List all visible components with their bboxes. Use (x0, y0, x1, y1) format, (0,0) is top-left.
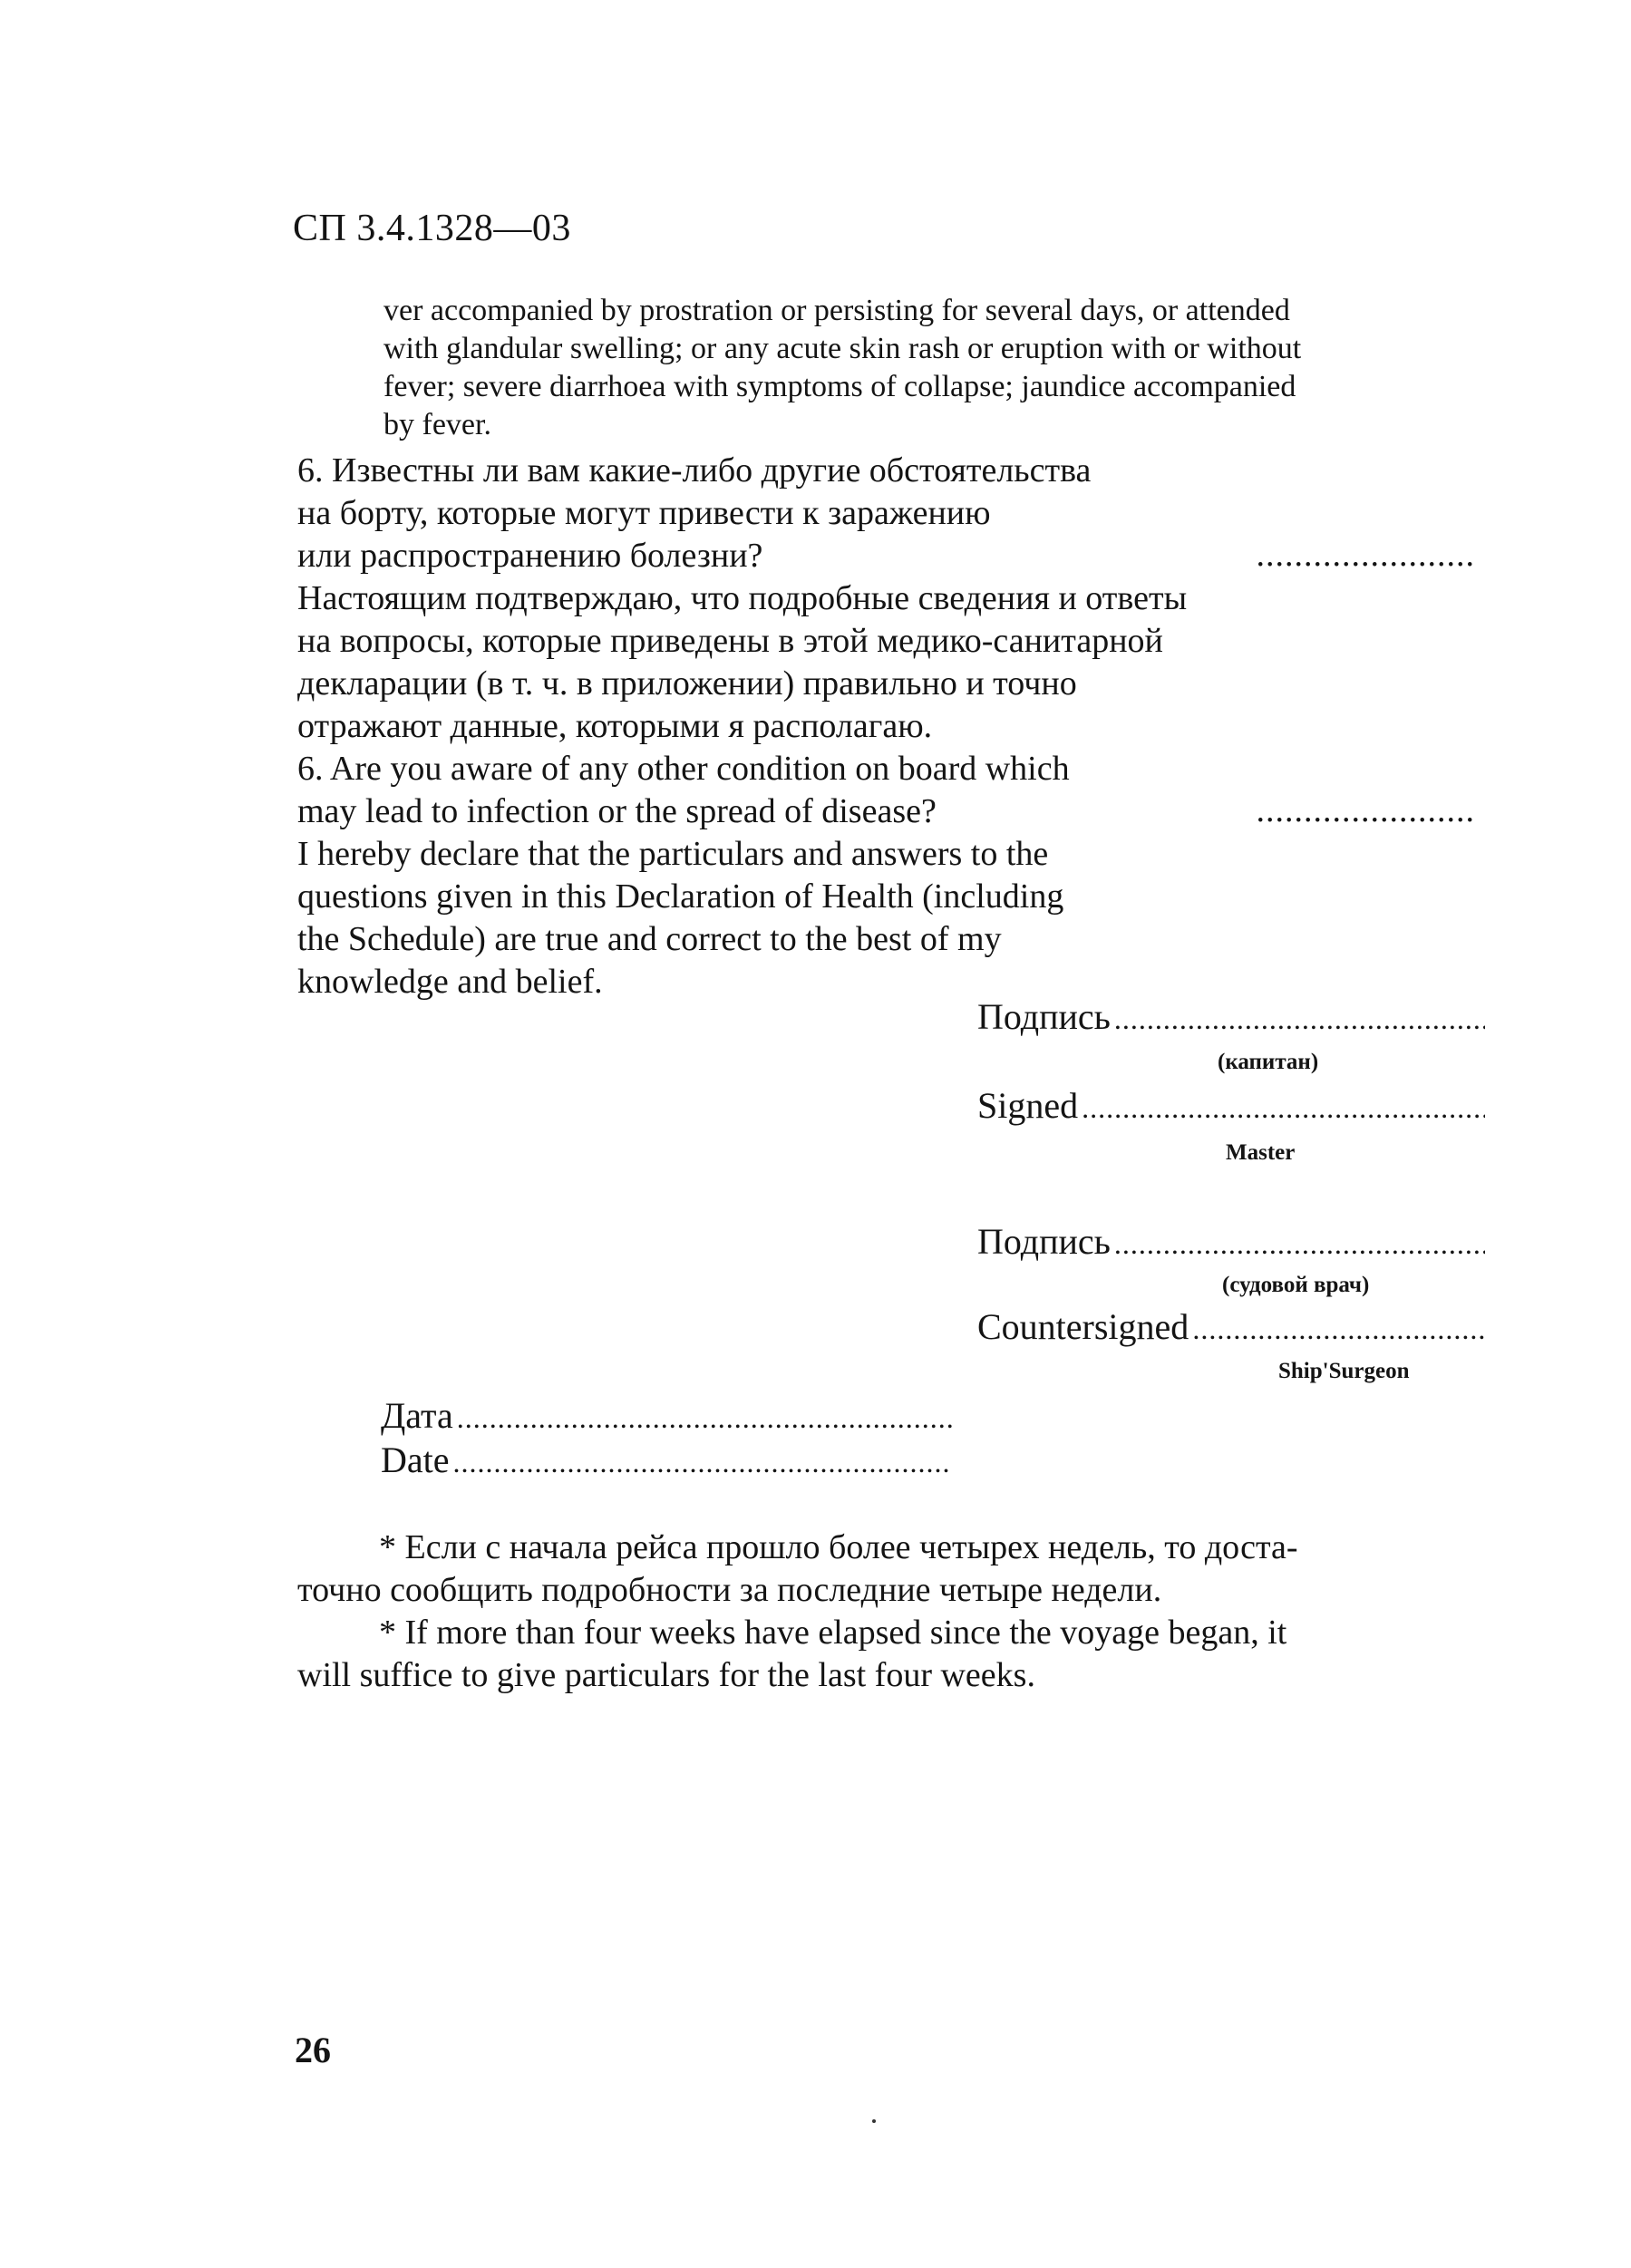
master-signature-en[interactable] (977, 1084, 1485, 1127)
text-line: декларации (в т. ч. в приложении) правильно и точно (297, 664, 1077, 703)
surgeon-signature-en[interactable] (977, 1305, 1485, 1348)
text-line: отражают данные, которыми я располагаю. (297, 707, 933, 745)
master-signature-ru[interactable] (977, 995, 1485, 1038)
question-6-en (297, 748, 1070, 833)
text-line: или распространению болезни? (297, 537, 763, 575)
surgeon-signature-ru[interactable] (977, 1220, 1485, 1263)
text-line: на борту, которые могут привести к заражению (297, 494, 991, 532)
signature-label: Countersigned (977, 1306, 1189, 1347)
text-line: 6. Are you aware of any other condition on board which (297, 750, 1070, 788)
date-blank[interactable] (453, 1446, 952, 1479)
declaration-en (297, 833, 1063, 1003)
master-caption-en: Master (1226, 1140, 1296, 1165)
text-line: * Если с начала рейса прошло более четырех недель, то доста- (379, 1528, 1298, 1566)
continuation-paragraph-en (383, 292, 1490, 444)
text-line: на вопросы, которые приведены в этой медико-санитарной (297, 622, 1163, 660)
question-6-ru-answer-blank[interactable]: ....................... (1256, 536, 1475, 574)
footnote-ru (297, 1527, 1476, 1612)
signature-blank[interactable] (1082, 1091, 1485, 1125)
text-line: точно сообщить подробности за последние четыре недели. (297, 1571, 1162, 1609)
declaration-ru (297, 577, 1187, 748)
text-line: with glandular swelling; or any acute skin rash or eruption with or without (383, 332, 1302, 365)
date-field-ru[interactable] (381, 1394, 952, 1437)
signature-blank[interactable] (1114, 1003, 1485, 1036)
date-blank[interactable] (457, 1401, 952, 1435)
page-number: 26 (295, 2030, 331, 2070)
date-label: Дата (381, 1395, 453, 1436)
date-label: Date (381, 1439, 450, 1480)
signature-blank[interactable] (1192, 1313, 1485, 1346)
date-field-en[interactable] (381, 1439, 952, 1481)
surgeon-caption-ru: (судовой врач) (1222, 1273, 1370, 1297)
text-line: the Schedule) are true and correct to the best of my (297, 920, 1002, 958)
signature-label: Подпись (977, 996, 1111, 1037)
text-line: fever; severe diarrhoea with symptoms of collapse; jaundice accompanied (383, 370, 1296, 403)
question-6-en-answer-blank[interactable]: ....................... (1256, 791, 1475, 829)
text-line: Настоящим подтверждаю, что подробные сведения и ответы (297, 579, 1188, 617)
text-line: by fever. (383, 408, 491, 441)
text-line: knowledge and belief. (297, 963, 603, 1001)
text-line: * If more than four weeks have elapsed since the voyage began, it (379, 1614, 1287, 1652)
master-caption-ru: (капитан) (1218, 1050, 1319, 1074)
text-line: questions given in this Declaration of Health (including (297, 877, 1064, 916)
signature-blank[interactable] (1114, 1227, 1485, 1261)
text-line: ver accompanied by prostration or persisting for several days, or attended (383, 294, 1290, 327)
scan-speck (872, 2119, 876, 2123)
text-line: may lead to infection or the spread of disease? (297, 792, 937, 830)
surgeon-caption-en: Ship'Surgeon (1278, 1359, 1410, 1383)
footnote-en (297, 1612, 1476, 1697)
text-line: 6. Известны ли вам какие-либо другие обстоятельства (297, 451, 1092, 489)
text-line: will suffice to give particulars for the last four weeks. (297, 1656, 1035, 1694)
signature-label: Подпись (977, 1221, 1111, 1262)
signature-label: Signed (977, 1085, 1079, 1126)
text-line: I hereby declare that the particulars and answers to the (297, 835, 1049, 873)
question-6-ru (297, 450, 1091, 577)
document-code-header: СП 3.4.1328—03 (293, 208, 571, 249)
